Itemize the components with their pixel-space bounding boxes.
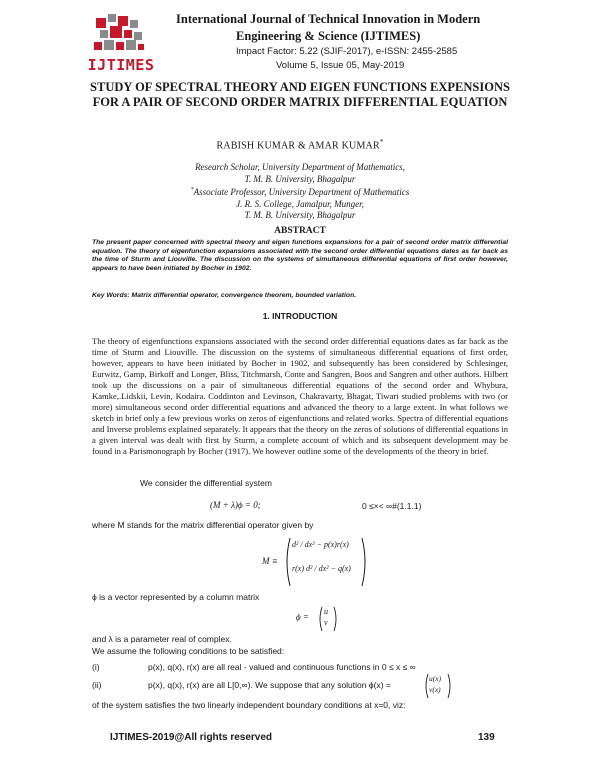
affil1-line1: Research Scholar, University Department of Mathematics, [195, 162, 405, 172]
author-mark: * [379, 138, 384, 146]
affil2-line1: Associate Professor, University Department of Mathematics [193, 187, 410, 197]
impact-factor: Impact Factor: 5.22 (SJIF-2017), e-ISSN: 2455-2585 [236, 46, 458, 57]
authors [0, 138, 600, 151]
affiliation-1 [0, 162, 600, 222]
footer-copyright: IJTIMES-2019@All rights reserved [110, 732, 273, 743]
m-row-1: d² / dx² − p(x)r(x) [292, 540, 349, 549]
journal-title-line2: Engineering & Science (IJTIMES) [236, 29, 421, 43]
lambda-text: and λ is a parameter real of complex. [92, 634, 232, 644]
cond2-u: u(x) [429, 674, 442, 683]
equation-1: (M + λ)ϕ = 0; [210, 500, 261, 510]
phi-text: ϕ is a vector represented by a column matrix [92, 592, 260, 602]
consider-line: We consider the differential system [140, 478, 272, 488]
volume-issue: Volume 5, Issue 05, May-2019 [276, 60, 405, 71]
journal-title-line1: International Journal of Technical Innovation in Modern [176, 12, 481, 26]
cond1-label: (i) [92, 662, 100, 672]
affil2-line3: T. M. B. University, Bhagalpur [244, 210, 356, 220]
boundary-line: of the system satisfies the two linearly independent boundary conditions at x=0, viz: [92, 700, 406, 710]
journal-title [176, 11, 586, 45]
abstract-text: The present paper concerned with spectral theory and eigen functions expansions for a pair of second order matrix differential equation. The theory of eigenfunction expansions associated with the second order differential equations dates as far back as the time of Sturm and Liouville. The discussion on the systems of simultaneous differential equations of first order however, appears to have been initiated by Bocher in 1902. [92, 239, 508, 272]
m-matrix [284, 536, 364, 586]
cond2-vector [424, 673, 452, 699]
keywords: Key Words: Matrix differential operator, convergence theorem, bounded variation. [92, 292, 357, 299]
assume-text: We assume the following conditions to be satisfied: [92, 646, 285, 656]
page-number: 139 [478, 732, 495, 743]
affil1-line2: T. M. B. University, Bhagalpur [244, 173, 356, 184]
cond2-v: v(x) [429, 685, 441, 694]
section-heading: 1. INTRODUCTION [262, 311, 338, 321]
cond2-label: (ii) [92, 680, 102, 690]
affil2-line2: J. R. S. College, Jamalpur, Munger, [236, 198, 364, 209]
where-m-line: where M stands for the matrix differential operator given by [92, 520, 314, 530]
phi-vector-brackets [318, 606, 338, 632]
affil2-mark: * [190, 187, 194, 193]
cond1-text: p(x), q(x), r(x) are all real - valued and continuous functions in 0 ≤ x ≤ ∞ [148, 662, 416, 672]
m-label: M ≡ [262, 556, 278, 566]
affil2-line1-wrap [0, 185, 600, 199]
phi-vector [318, 606, 338, 632]
logo-text: IJTIMES [87, 56, 155, 74]
intro-paragraph: The theory of eigenfunctions expansions associated with the second order differential equations dates as far back as the time of Sturm and Liouville. The discussion on the systems of simultaneous differential equations of first order, however, appears to have been initiated by Bocher in 1902, and subsequently has been considered by Schlesinger, Eurwitz, Gamp, Birkoff and Longer, Bliss, Titchmarsh, Conte and Sangren, Boos and Sangren and other authors. Hilbert took up the discussions on a pair of simultaneous differential equations of the second order and Whybura, Kamke,.Lidskii, Levin, Kodaira. Coddinton and Levinson, Chakravarty, Bhagat, Tiwari studied problems with two (or more) simultaneous second order differential equations and advanced the theory to a large extent. In what follows we sketch in brief only a few previous works on zeros of eigenfunctions and related works. Spectra of differential equations and Inverse problems explained separately. It appears that the theory on the zeros of solutions of differential equations in a given interval was dealt with first by Sturm, a complete account of which and its subsequent development may be found in a Parismonograph by Bocher (1917). We however outline some of the developments of the theory in brief. [92, 336, 508, 456]
abstract-heading: ABSTRACT [274, 226, 326, 236]
phi-v: v [324, 618, 328, 627]
phi-eq: ϕ = [296, 612, 309, 622]
equation-1-range: 0 ≤×< ∞#(1.1.1) [362, 501, 422, 511]
m-row-2: r(x) d² / dx² − q(x) [292, 564, 351, 573]
phi-u: u [324, 607, 328, 616]
author-names: RABISH KUMAR & AMAR KUMAR [216, 140, 380, 152]
cond2-text: p(x), q(x), r(x) are all L[0,∞). We suppose that any solution ϕ(x) = [148, 680, 391, 690]
paper-title: STUDY OF SPECTRAL THEORY AND EIGEN FUNCTIONS EXPENSIONS FOR A PAIR OF SECOND ORDER MATRIX DIFFERENTIAL EQUATION [90, 80, 510, 109]
